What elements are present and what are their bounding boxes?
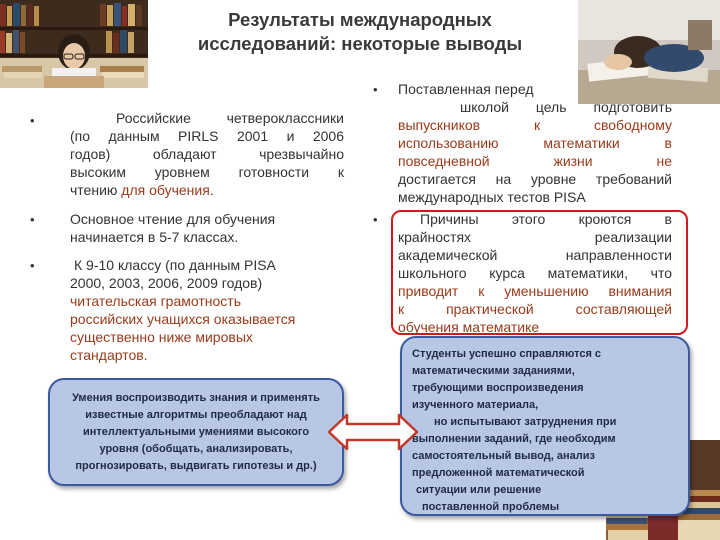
left-bullet-1-line-text: высоким уровнем готовности к [70, 164, 344, 180]
page-title: Результаты международных исследований: некоторые выводы [197, 9, 523, 54]
right-bullet-1-line: выпускников к свободному [398, 117, 672, 133]
callout-left-line: известные алгоритмы преобладают над [85, 408, 307, 421]
callout-left-line: Умения воспроизводить знания и применять [72, 391, 320, 404]
library-illustration [0, 0, 148, 88]
left-bullet-1-highlight: для обучения [121, 182, 210, 198]
callout-right-line: предложенной математической [412, 467, 585, 479]
right-bullet-1-line: Поставленная перед [398, 81, 534, 97]
callout-left-text [72, 390, 320, 475]
left-bullet-1-line [70, 163, 344, 181]
bullet-marker: • [30, 258, 35, 273]
library-photo-top-left [0, 0, 148, 88]
left-bullet-3-line: стандартов. [70, 347, 148, 363]
left-bullet-3-line: читательская грамотность [70, 293, 241, 309]
right-bullet-1-line: повседневной жизни не [398, 153, 672, 169]
bullet-marker: • [30, 212, 35, 227]
left-bullet-1 [70, 109, 344, 199]
callout-right-line: ситуации или решение [416, 484, 542, 496]
right-bullet-1-line: достигается на уровне требований [398, 171, 672, 187]
left-bullet-3 [70, 256, 344, 364]
left-bullet-1-end: . [209, 182, 214, 198]
left-bullet-1-line: Российские четвероклассники [116, 110, 344, 126]
callout-right-line: математическими заданиями, [412, 365, 575, 377]
callout-right-line: но испытывают затруднения при [434, 416, 617, 428]
right-bullet-2-line: к практической составляющей [398, 301, 672, 317]
left-bullet-1-last-line [70, 181, 344, 199]
left-bullet-1-plain: чтению [70, 182, 122, 198]
left-bullet-1-line: годов) обладают чрезвычайно [70, 146, 344, 162]
callout-right-line: Студенты успешно справляются с [412, 348, 602, 360]
left-bullet-3-line: 2000, 2003, 2006, 2009 годов) [70, 275, 263, 291]
double-arrow-icon [327, 412, 419, 452]
bullet-marker: • [373, 212, 378, 227]
right-bullet-2-line: академической направленности [398, 247, 672, 263]
right-bullet-2 [398, 210, 672, 336]
left-bullet-2-line: начинается в 5-7 классах. [70, 229, 239, 245]
left-bullet-1-line: (по данным PIRLS 2001 и 2006 [70, 128, 344, 144]
left-bullet-3-line: российских учащихся оказывается [70, 311, 296, 327]
callout-right-line: самостоятельный вывод, анализ [412, 450, 595, 462]
callout-right-line: требующими воспроизведения [412, 382, 584, 394]
bullet-marker: • [373, 82, 378, 97]
right-bullet-2-line: приводит к уменьшению внимания [398, 283, 672, 299]
left-bullet-3-line: существенно ниже мировых [70, 329, 253, 345]
students-performance-callout [400, 336, 690, 516]
callout-left-line: прогнозировать, выдвигать гипотезы и др.) [75, 459, 317, 472]
right-bullet-2-line: школьного курса математики, что [398, 265, 672, 281]
right-bullet-2-line: Причины этого кроются в [420, 211, 672, 227]
callout-left-line: уровня (обобщать, анализировать, [99, 442, 293, 455]
right-bullet-2-line: крайностях реализации [398, 229, 672, 245]
bullet-marker: • [30, 113, 35, 128]
right-bullet-1-line: международных тестов PISA [398, 189, 586, 205]
callout-right-line: выполнении заданий, где необходим [412, 433, 616, 445]
callout-right-line: поставленной проблемы [422, 501, 560, 513]
right-bullet-1-line: использованию математики в [398, 135, 672, 151]
left-bullet-2 [70, 210, 344, 246]
reproduction-skills-callout [48, 378, 344, 486]
right-bullet-1 [398, 80, 672, 206]
callout-left-line: интеллектуальными умениями высокого [82, 425, 310, 438]
right-bullet-1-line: школой цель подготовить [460, 99, 672, 115]
left-bullet-2-line: Основное чтение для обучения [70, 211, 276, 227]
left-bullet-3-line: К 9-10 классу (по данным PISA [74, 257, 276, 273]
right-bullet-2-line: обучения математике [398, 319, 540, 335]
callout-right-line: изученного материала, [412, 399, 539, 411]
